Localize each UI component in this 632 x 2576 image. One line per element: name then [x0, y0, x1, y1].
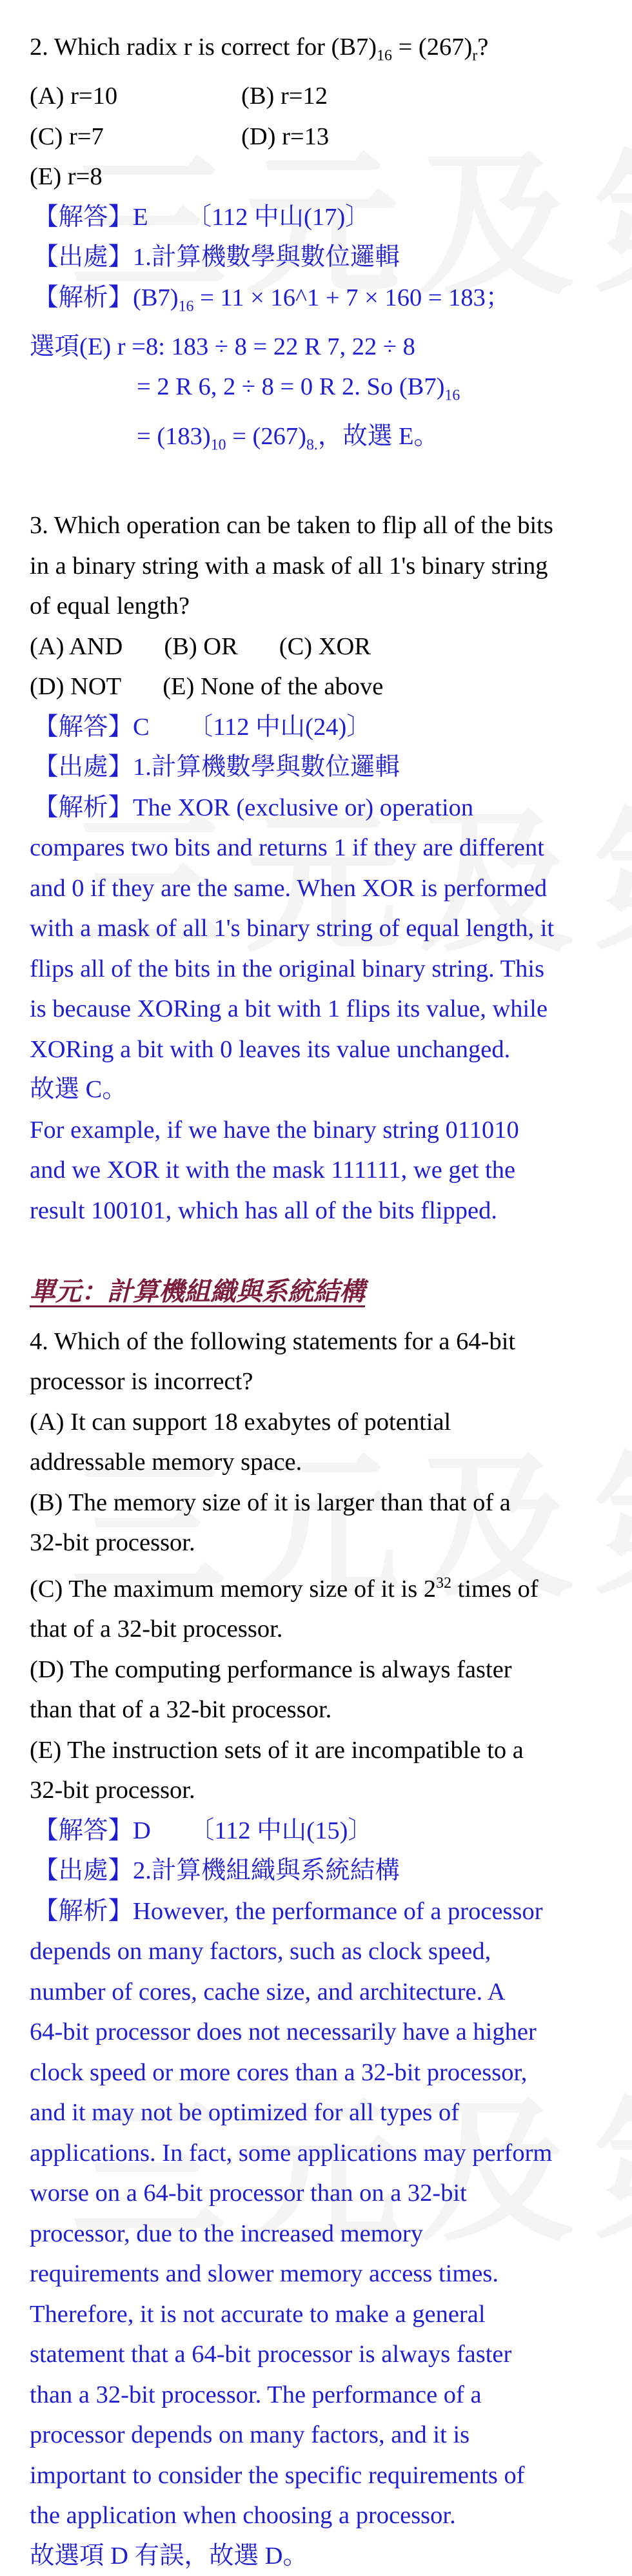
explain-tag: 【解析】 [34, 1897, 133, 1925]
explanation-line: worse on a 64-bit processor than on a 32-bit [30, 2180, 467, 2207]
explanation-line: applications. In fact, some applications may perform [30, 2139, 553, 2167]
explanation-line: and it may not be optimized for all types of [30, 2099, 460, 2127]
explanation-line: 選項(E) r =8: 183 ÷ 8 = 22 R 7, 22 ÷ 8 [30, 333, 415, 360]
answer-source: 〔112 中山(15)〕 [189, 1817, 373, 1844]
answer-source: 〔112 中山(17)〕 [186, 203, 370, 231]
option-row [30, 667, 610, 707]
question-3-stem: of equal length? [30, 592, 190, 620]
answer-line [34, 1811, 610, 1851]
question-4-stem: 4. Which of the following statements for a 64-bit [30, 1327, 516, 1355]
explanation-line: processor depends on many factors, and it is [30, 2421, 470, 2449]
answer-value: E [133, 203, 148, 231]
option-b: (B) OR [164, 632, 238, 660]
option-b: (B) The memory size of it is larger than that of a [30, 1488, 511, 1516]
answer-tag: 【解答】 [34, 203, 133, 231]
option-e: 32-bit processor. [30, 1777, 195, 1804]
question-3-stem: 3. Which operation can be taken to flip all of the bits [30, 512, 553, 540]
answer-value: C [133, 713, 150, 741]
explanation-line: is because XORing a bit with 1 flips its value, while [30, 995, 548, 1023]
option-a: addressable memory space. [30, 1449, 302, 1476]
option-d: than that of a 32-bit processor. [30, 1696, 332, 1724]
answer-source: 〔112 中山(24)〕 [188, 713, 371, 741]
answer-value: D [133, 1817, 151, 1844]
explanation-line: compares two bits and returns 1 if they are different [30, 834, 544, 862]
source-tag: 【出處】 [34, 244, 133, 271]
explanation-line: = $(183)_{10} = (267)_{8.}$，故選 E。 [137, 422, 439, 454]
explanation-line: with a mask of all 1's binary string of equal length, it [30, 915, 555, 942]
option-e: (E) None of the above [163, 673, 384, 701]
option-row [30, 76, 610, 117]
source-line [34, 237, 610, 278]
explanation-line: 【解析】However, the performance of a processor [34, 1897, 543, 1925]
explain-tag: 【解析】 [34, 794, 133, 821]
source-line [34, 1851, 610, 1891]
explanation-line: 故選項 D 有誤，故選 D。 [30, 2542, 308, 2570]
explanation-line: 故選 C。 [30, 1076, 127, 1104]
unit-title: 單元：計算機組織與系統結構 [30, 1276, 365, 1307]
option-a: (A) r=10 [30, 83, 118, 110]
option-b: (B) r=12 [241, 83, 328, 110]
option-a: (A) It can support 18 exabytes of potential [30, 1408, 451, 1436]
explanation-line: XORing a bit with 0 leaves its value unchanged. [30, 1035, 511, 1063]
explain-tag: 【解析】 [34, 284, 133, 311]
explanation-line: 【解析】The XOR (exclusive or) operation [34, 794, 474, 821]
explanation-line: 64-bit processor does not necessarily have a higher [30, 2018, 537, 2046]
option-c: (C) The maximum memory size of it is $2^{32}$ times of [30, 1574, 538, 1603]
explanation-line: = 2 R 6, 2 ÷ 8 = 0 R 2. So $(B7)_{16}$ [137, 373, 460, 405]
question-3-stem: in a binary string with a mask of all 1's binary string [30, 552, 548, 580]
source-value: 1.計算機數學與數位邏輯 [133, 244, 400, 271]
option-d: (D) NOT [30, 673, 122, 701]
source-line [34, 747, 610, 788]
explanation-line: than a 32-bit processor. The performance of a [30, 2381, 482, 2408]
answer-line [34, 707, 610, 748]
source-tag: 【出處】 [34, 1857, 133, 1885]
explanation-line: Therefore, it is not accurate to make a general [30, 2300, 486, 2328]
explanation-line: clock speed or more cores than a 32-bit processor, [30, 2058, 528, 2086]
option-c: (C) r=7 [30, 122, 104, 150]
answer-tag: 【解答】 [34, 1817, 133, 1844]
explanation-line: important to consider the specific requirements of [30, 2461, 525, 2489]
explanation-line: For example, if we have the binary string 011010 [30, 1116, 519, 1144]
option-e: (E) The instruction sets of it are incompatible to a [30, 1736, 524, 1764]
option-c: that of a 32-bit processor. [30, 1615, 283, 1643]
option-c: (C) XOR [279, 632, 371, 660]
explanation-line: depends on many factors, such as clock speed, [30, 1938, 491, 1966]
source-tag: 【出處】 [34, 754, 133, 781]
source-value: 2.計算機組織與系統結構 [133, 1857, 400, 1885]
explanation-line: statement that a 64-bit processor is always faster [30, 2341, 512, 2368]
document-content [30, 27, 610, 2576]
explanation-line: and 0 if they are the same. When XOR is performed [30, 874, 548, 902]
explanation-line: result 100101, which has all of the bits flipped. [30, 1196, 497, 1224]
option-a: (A) AND [30, 632, 123, 660]
option-e: (E) r=8 [30, 163, 103, 191]
answer-line [34, 197, 610, 238]
option-row [30, 117, 610, 157]
explanation-line: 【解析】$(B7)_{16} = 11$ × 16^1 + 7 × 160 = 183； [34, 284, 511, 315]
option-d: (D) r=13 [241, 122, 330, 150]
explanation-line: and we XOR it with the mask 111111, we get the [30, 1156, 516, 1184]
question-2-stem: 2. Which radix r is correct for $(B7)_{16} = (267)_r$? [30, 34, 489, 64]
answer-tag: 【解答】 [34, 713, 133, 741]
option-row [30, 627, 610, 667]
option-d: (D) The computing performance is always faster [30, 1655, 512, 1683]
explanation-line: number of cores, cache size, and architecture. A [30, 1978, 506, 2005]
explanation-line: requirements and slower memory access times. [30, 2260, 499, 2288]
source-value: 1.計算機數學與數位邏輯 [133, 754, 400, 781]
explanation-line: processor, due to the increased memory [30, 2220, 423, 2247]
question-4-stem: processor is incorrect? [30, 1368, 253, 1396]
option-b: 32-bit processor. [30, 1529, 195, 1557]
explanation-line: the application when choosing a processor. [30, 2502, 456, 2530]
explanation-line: flips all of the bits in the original binary string. This [30, 955, 545, 982]
